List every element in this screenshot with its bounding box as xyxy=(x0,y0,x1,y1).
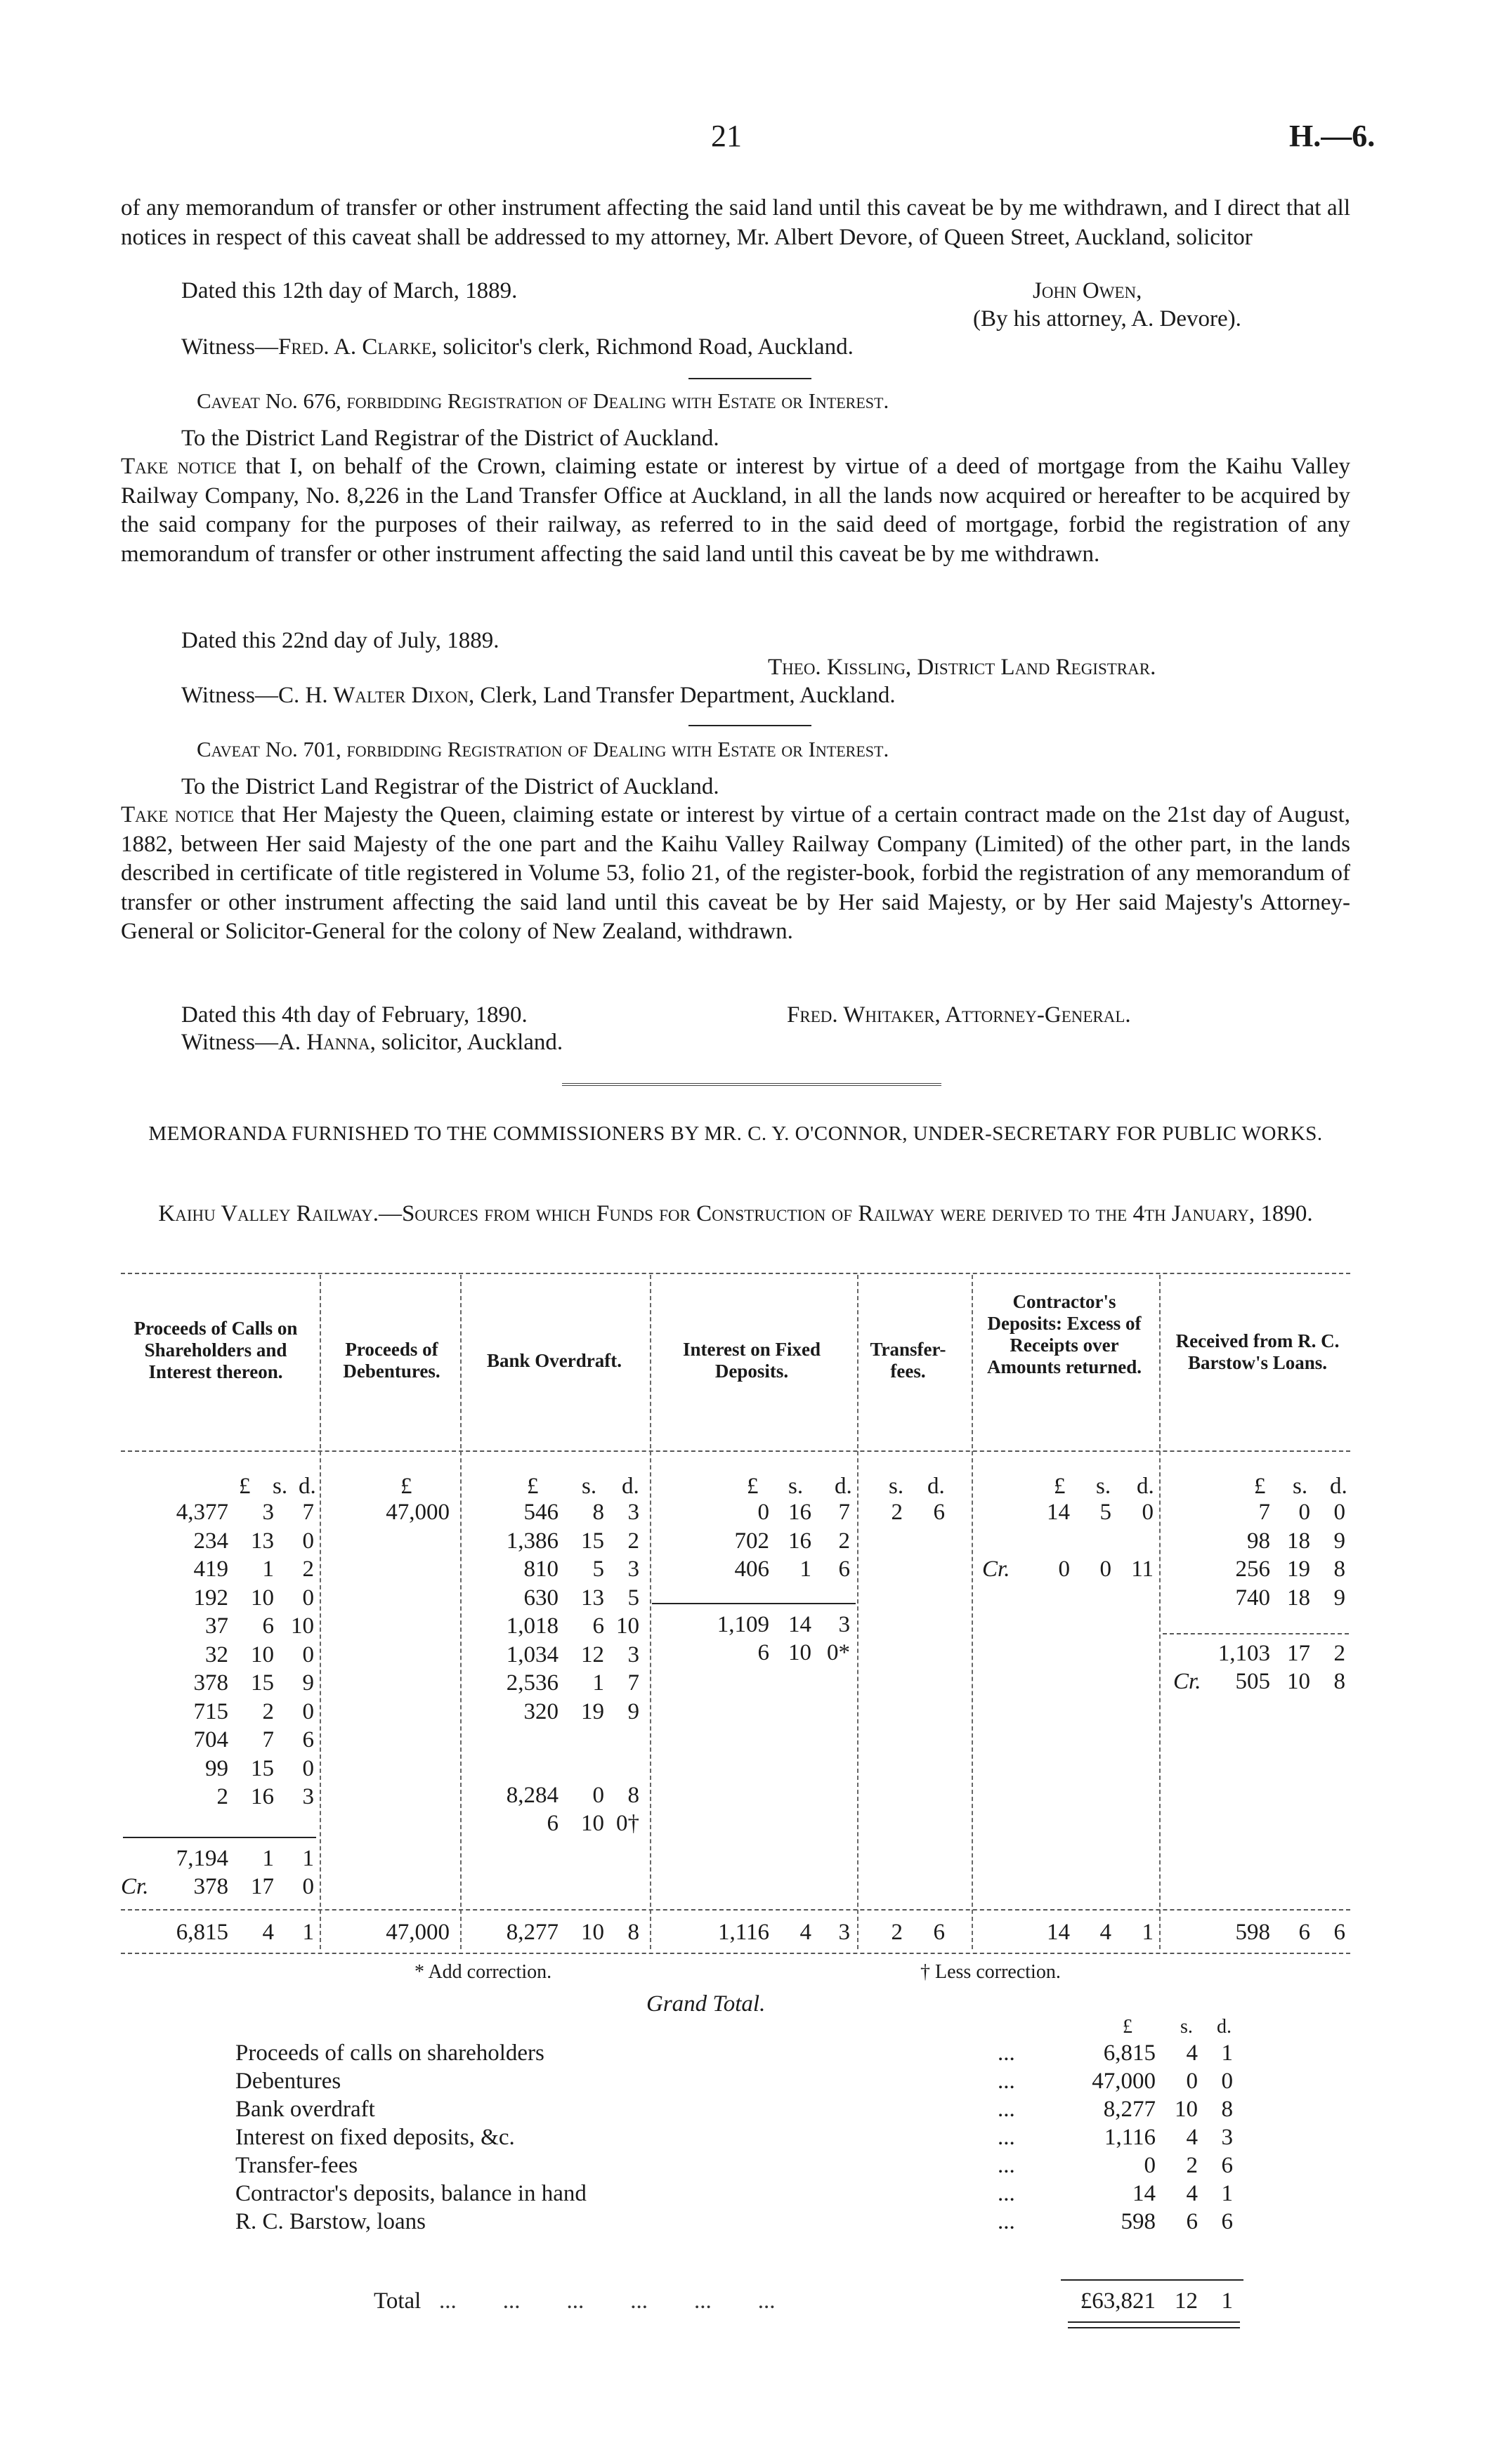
currency-header: s. xyxy=(273,1474,288,1499)
note-add-correction: * Add correction. xyxy=(414,1961,552,1983)
col7-row-pounds: 256 xyxy=(1235,1557,1270,1582)
gt-row-pounds: 6,815 xyxy=(1103,2040,1156,2066)
col-rule xyxy=(972,1275,973,1949)
col3-row-shillings: 5 xyxy=(592,1557,604,1582)
col6-credit-prefix: Cr. xyxy=(982,1557,1010,1582)
page-number: 21 xyxy=(711,119,742,153)
col4-subtotal-pence: 3 xyxy=(838,1612,850,1637)
currency-header: d. xyxy=(927,1474,945,1499)
col1-row-pence: 10 xyxy=(291,1613,314,1639)
col1-row-pence: 2 xyxy=(302,1557,314,1582)
gt-row-label: Bank overdraft xyxy=(235,2097,375,2122)
gt-row-label: Proceeds of calls on shareholders xyxy=(235,2040,544,2066)
gt-row-leader: ... xyxy=(998,2040,1015,2066)
col1-row-pence: 0 xyxy=(302,1641,314,1667)
col1-row-shillings: 10 xyxy=(251,1585,274,1611)
col3-row-pounds: 1,018 xyxy=(506,1613,559,1639)
total-col2: 47,000 xyxy=(386,1920,450,1945)
total-col4-pence: 3 xyxy=(838,1920,850,1945)
gt-row-label: Transfer-fees xyxy=(235,2153,358,2178)
col4-row-pence: 7 xyxy=(838,1500,850,1525)
col7-credit-pence: 8 xyxy=(1333,1669,1345,1694)
caveat-701-dated: Dated this 4th day of February, 1890. xyxy=(181,1002,528,1028)
caveat-prev-paragraph: of any memorandum of transfer or other instrument affecting the said land until this caveat be by me withdrawn, and I direct that all notices in respect of this caveat shall be addressed to my attorney, Mr. Albert Devore, of Queen Street, Auckland, solicitor xyxy=(121,195,1350,250)
col4-add-correction-shillings: 10 xyxy=(788,1640,811,1665)
col3-row-pence: 3 xyxy=(627,1641,639,1667)
gt-row-leader: ... xyxy=(998,2069,1015,2094)
gt-row-shillings: 4 xyxy=(1186,2040,1198,2066)
col1-row-pounds: 32 xyxy=(205,1641,228,1667)
gt-row-label: Debentures xyxy=(235,2069,341,2094)
col1-row-pence: 0 xyxy=(302,1528,314,1554)
col3-row-pence: 9 xyxy=(627,1698,639,1724)
caveat-701-signer: Fred. Whitaker, Attorney-General. xyxy=(787,1002,1131,1028)
col4-subtotal-pounds: 1,109 xyxy=(717,1612,769,1637)
col7-row-shillings: 0 xyxy=(1298,1500,1310,1525)
currency-header: £ xyxy=(527,1474,539,1499)
witness-prefix: Witness— xyxy=(181,334,278,360)
col4-row-pounds: 0 xyxy=(757,1500,769,1525)
col3-less-correction-pence: 0† xyxy=(616,1811,639,1836)
col7-credit-shillings: 10 xyxy=(1287,1669,1310,1694)
col3-row-shillings: 8 xyxy=(592,1500,604,1525)
header-col5: Transfer-fees. xyxy=(870,1339,946,1382)
take-notice: Take notice xyxy=(121,454,237,479)
gt-currency-header: £ xyxy=(1123,2016,1132,2038)
col7-subtotal-pounds: 1,103 xyxy=(1217,1641,1270,1666)
gt-row-label: R. C. Barstow, loans xyxy=(235,2209,426,2234)
gt-row-shillings: 4 xyxy=(1186,2181,1198,2206)
caveat-676-to: To the District Land Registrar of the District of Auckland. xyxy=(181,426,719,451)
pound-label: £ xyxy=(239,1474,251,1499)
col1-row-shillings: 3 xyxy=(262,1500,274,1525)
total-col3-shillings: 10 xyxy=(581,1920,604,1945)
caveat-prev-signer-note: (By his attorney, A. Devore). xyxy=(973,306,1241,332)
currency-header: £ xyxy=(400,1474,412,1499)
caveat-676-signer: Theo. Kissling, District Land Registrar. xyxy=(768,655,1156,680)
memoranda-heading: MEMORANDA FURNISHED TO THE COMMISSIONERS BY MR. C. Y. O'CONNOR, UNDER-SECRETARY FOR PUBLIC WORKS. xyxy=(148,1122,1323,1145)
caveat-prev-witness xyxy=(181,333,854,362)
col3-row-pence: 5 xyxy=(627,1585,639,1611)
gt-row-pounds: 8,277 xyxy=(1103,2097,1156,2122)
table-header-rule xyxy=(121,1450,1350,1452)
col1-credit-pounds: 378 xyxy=(193,1874,228,1899)
total-col6-pence: 1 xyxy=(1142,1920,1154,1945)
witness-rest: , solicitor, Auckland. xyxy=(370,1030,563,1055)
caveat-676-text: that I, on behalf of the Crown, claiming estate or interest by virtue of a deed of mortgage from the Kaihu Valley Railway Company, No. 8,226 in the Land Transfer Office at Auckland, in all the lands now acquired or hereafter to be acquired by the said company for the purposes of their railway, as referred to in the said deed of mortgage, forbid the registration of any memorandum of transfer or other instrument affecting the said land until this caveat be by me withdrawn. xyxy=(121,454,1350,567)
witness-name: A. Hanna xyxy=(278,1030,370,1055)
col1-credit-prefix: Cr. xyxy=(121,1874,149,1899)
currency-header: d. xyxy=(622,1474,639,1499)
total-col6-shillings: 4 xyxy=(1099,1920,1111,1945)
col-rule xyxy=(650,1275,651,1949)
col1-row-pounds: 419 xyxy=(193,1557,228,1582)
col3-row-pounds: 1,034 xyxy=(506,1641,559,1667)
gt-row-pence: 1 xyxy=(1221,2181,1233,2206)
col7-row-pounds: 98 xyxy=(1247,1528,1270,1554)
col7-row-pence: 0 xyxy=(1333,1500,1345,1525)
col3-row-pence: 2 xyxy=(627,1528,639,1554)
col1-subtotal-pence: 1 xyxy=(302,1846,314,1871)
total-col1-pounds: 6,815 xyxy=(176,1920,228,1945)
col4-row-shillings: 1 xyxy=(799,1557,811,1582)
memoranda-subheading: Kaihu Valley Railway.—Sources from which Funds for Construction of Railway were derived to the 4th January, 1890. xyxy=(158,1201,1313,1226)
gt-row-pounds: 1,116 xyxy=(1104,2125,1156,2150)
grand-total-shillings: 12 xyxy=(1175,2288,1198,2314)
gt-currency-header: d. xyxy=(1217,2016,1232,2038)
col1-row-pounds: 234 xyxy=(193,1528,228,1554)
total-col7-shillings: 6 xyxy=(1298,1920,1310,1945)
col3-less-correction-shillings: 10 xyxy=(581,1811,604,1836)
col1-row-pounds: 378 xyxy=(193,1670,228,1696)
col4-add-correction-pence: 0* xyxy=(827,1640,850,1665)
gt-row-label: Interest on fixed deposits, &c. xyxy=(235,2125,515,2150)
col3-row-pence: 7 xyxy=(627,1670,639,1696)
total-col7-pence: 6 xyxy=(1333,1920,1345,1945)
col1-row-shillings: 10 xyxy=(251,1641,274,1667)
caveat-676-dated: Dated this 22nd day of July, 1889. xyxy=(181,628,499,653)
grand-total-rule xyxy=(1061,2279,1243,2281)
take-notice: Take notice xyxy=(121,802,235,827)
col3-row-pounds: 810 xyxy=(523,1557,559,1582)
col1-row-pounds: 715 xyxy=(193,1698,228,1724)
col7-subtotal-shillings: 17 xyxy=(1287,1641,1310,1666)
col4-row-pence: 2 xyxy=(838,1528,850,1554)
total-col4-pounds: 1,116 xyxy=(717,1920,769,1945)
caveat-676-witness xyxy=(181,681,896,711)
col6-row-pounds: 14 xyxy=(1047,1500,1070,1525)
gt-row-leader: ... xyxy=(998,2209,1015,2234)
col1-row-pence: 7 xyxy=(302,1500,314,1525)
col3-subtotal-shillings: 0 xyxy=(592,1783,604,1808)
col3-row-pounds: 630 xyxy=(523,1585,559,1611)
col5-pence: 6 xyxy=(933,1500,945,1525)
col4-add-correction-pounds: 6 xyxy=(757,1640,769,1665)
currency-header: £ xyxy=(747,1474,759,1499)
table-total-rule-top xyxy=(121,1909,1350,1911)
col-rule xyxy=(320,1275,321,1949)
col1-subtotal-shillings: 1 xyxy=(262,1846,274,1871)
caveat-701-body xyxy=(121,801,1350,947)
total-col3-pounds: 8,277 xyxy=(506,1920,559,1945)
grand-total-pence: 1 xyxy=(1221,2288,1233,2314)
col1-credit-shillings: 17 xyxy=(251,1874,274,1899)
witness-name: Fred. A. Clarke xyxy=(278,334,432,360)
caveat-701-witness xyxy=(181,1028,563,1058)
col-rule xyxy=(857,1275,858,1949)
table-top-rule xyxy=(121,1273,1350,1274)
table-total-rule-bottom xyxy=(121,1953,1350,1954)
currency-header: £ xyxy=(1254,1474,1266,1499)
gt-row-pounds: 0 xyxy=(1144,2153,1156,2178)
col7-row-pounds: 740 xyxy=(1235,1585,1270,1611)
grand-total-leaders: ... ... ... ... ... ... xyxy=(439,2288,776,2314)
gt-row-shillings: 10 xyxy=(1175,2097,1198,2122)
gt-row-shillings: 6 xyxy=(1186,2209,1198,2234)
caveat-701-to: To the District Land Registrar of the District of Auckland. xyxy=(181,774,719,799)
grand-total-title: Grand Total. xyxy=(646,1991,766,2017)
gt-row-label: Contractor's deposits, balance in hand xyxy=(235,2181,587,2206)
col3-subtotal-pence: 8 xyxy=(627,1783,639,1808)
col3-row-pounds: 546 xyxy=(523,1500,559,1525)
col4-row-pounds: 702 xyxy=(734,1528,769,1554)
col7-row-shillings: 19 xyxy=(1287,1557,1310,1582)
col7-subtotal-pence: 2 xyxy=(1333,1641,1345,1666)
col1-row-pence: 9 xyxy=(302,1670,314,1696)
witness-rest: , solicitor's clerk, Richmond Road, Auckland. xyxy=(431,334,854,360)
gt-row-pence: 3 xyxy=(1221,2125,1233,2150)
col3-row-shillings: 15 xyxy=(581,1528,604,1554)
total-col1-shillings: 4 xyxy=(262,1920,274,1945)
currency-header xyxy=(239,1474,251,1500)
gt-row-pence: 6 xyxy=(1221,2153,1233,2178)
col6-credit-shillings: 0 xyxy=(1099,1557,1111,1582)
col1-row-pence: 3 xyxy=(302,1784,314,1809)
col1-row-shillings: 15 xyxy=(251,1755,274,1781)
currency-header: £ xyxy=(1054,1474,1066,1499)
col3-row-shillings: 19 xyxy=(581,1698,604,1724)
col1-row-shillings: 16 xyxy=(251,1784,274,1809)
col3-row-pence: 10 xyxy=(616,1613,639,1639)
col3-row-shillings: 6 xyxy=(592,1613,604,1639)
currency-header: s. xyxy=(1096,1474,1111,1499)
gt-row-pence: 8 xyxy=(1221,2097,1233,2122)
total-col7-pounds: 598 xyxy=(1235,1920,1270,1945)
col1-row-pounds: 192 xyxy=(193,1585,228,1611)
col7-row-pence: 9 xyxy=(1333,1528,1345,1554)
col6-credit-pounds: 0 xyxy=(1058,1557,1070,1582)
caveat-prev-signer: John Owen, xyxy=(1033,278,1142,303)
header-col7: Received from R. C. Barstow's Loans. xyxy=(1175,1330,1340,1373)
witness-name: C. H. Walter Dixon xyxy=(278,683,469,708)
gt-row-leader: ... xyxy=(998,2125,1015,2150)
total-col3-pence: 8 xyxy=(627,1920,639,1945)
gt-row-shillings: 2 xyxy=(1186,2153,1198,2178)
col3-row-pounds: 2,536 xyxy=(506,1670,559,1696)
caveat-676-title: Caveat No. 676, forbidding Registration of Dealing with Estate or Interest. xyxy=(197,388,889,413)
col2-value: 47,000 xyxy=(386,1500,450,1525)
col4-row-pounds: 406 xyxy=(734,1557,769,1582)
col3-row-pounds: 1,386 xyxy=(506,1528,559,1554)
col3-row-shillings: 13 xyxy=(581,1585,604,1611)
subtotal-rule xyxy=(652,1603,856,1604)
col7-credit-prefix: Cr. xyxy=(1173,1669,1201,1694)
currency-header: s. xyxy=(1293,1474,1308,1499)
gt-row-pounds: 598 xyxy=(1121,2209,1156,2234)
caveat-701-title: Caveat No. 701, forbidding Registration of Dealing with Estate or Interest. xyxy=(197,737,889,761)
currency-header: d. xyxy=(1330,1474,1347,1499)
col6-row-shillings: 5 xyxy=(1099,1500,1111,1525)
total-col6-pounds: 14 xyxy=(1047,1920,1070,1945)
gt-row-leader: ... xyxy=(998,2181,1015,2206)
witness-prefix: Witness— xyxy=(181,1030,278,1055)
currency-header: s. xyxy=(582,1474,597,1499)
subtotal-rule xyxy=(123,1837,316,1838)
witness-prefix: Witness— xyxy=(181,683,278,708)
col3-row-pence: 3 xyxy=(627,1557,639,1582)
col1-row-shillings: 2 xyxy=(262,1698,274,1724)
subtotal-rule xyxy=(1163,1633,1349,1634)
witness-rest: , Clerk, Land Transfer Department, Auckland. xyxy=(468,683,896,708)
grand-total-label xyxy=(374,2288,421,2314)
currency-header: d. xyxy=(835,1474,852,1499)
section-divider xyxy=(562,1083,941,1086)
gt-currency-header: s. xyxy=(1180,2016,1193,2038)
col3-row-pence: 3 xyxy=(627,1500,639,1525)
gt-row-pounds: 14 xyxy=(1132,2181,1156,2206)
col1-row-shillings: 1 xyxy=(262,1557,274,1582)
gt-row-leader: ... xyxy=(998,2097,1015,2122)
col4-subtotal-shillings: 14 xyxy=(788,1612,811,1637)
divider xyxy=(688,725,811,726)
currency-header: d. xyxy=(1137,1474,1154,1499)
header-col1: Proceeds of Calls on Shareholders and Interest thereon. xyxy=(133,1318,298,1382)
col1-row-shillings: 7 xyxy=(262,1727,274,1752)
col7-row-pounds: 7 xyxy=(1258,1500,1270,1525)
col1-subtotal-pounds: 7,194 xyxy=(176,1846,228,1871)
col6-row-pence: 0 xyxy=(1142,1500,1154,1525)
gt-row-leader: ... xyxy=(998,2153,1015,2178)
col1-row-pence: 6 xyxy=(302,1727,314,1752)
col3-row-pounds: 320 xyxy=(523,1698,559,1724)
caveat-prev-dated: Dated this 12th day of March, 1889. xyxy=(181,278,518,303)
col1-row-shillings: 15 xyxy=(251,1670,274,1696)
col1-row-pence: 0 xyxy=(302,1755,314,1781)
col7-row-pence: 9 xyxy=(1333,1585,1345,1611)
note-less-correction: † Less correction. xyxy=(920,1961,1061,1983)
grand-total-pounds: £63,821 xyxy=(1080,2288,1156,2314)
gt-row-pence: 6 xyxy=(1221,2209,1233,2234)
document-reference: H.—6. xyxy=(1289,119,1376,153)
total-col1-pence: 1 xyxy=(302,1920,314,1945)
caveat-676-body xyxy=(121,452,1350,569)
total-label: Total xyxy=(374,2288,422,2314)
gt-row-shillings: 0 xyxy=(1186,2069,1198,2094)
col4-row-pence: 6 xyxy=(838,1557,850,1582)
col3-row-shillings: 12 xyxy=(581,1641,604,1667)
total-col5-shillings: 2 xyxy=(891,1920,903,1945)
gt-row-pence: 1 xyxy=(1221,2040,1233,2066)
header-col6: Contractor's Deposits: Excess of Receipts over Amounts returned. xyxy=(986,1291,1142,1377)
header-col3: Bank Overdraft. xyxy=(487,1350,622,1371)
col1-row-pounds: 2 xyxy=(216,1784,228,1809)
col1-row-pounds: 4,377 xyxy=(176,1500,228,1525)
col1-row-shillings: 6 xyxy=(262,1613,274,1639)
col1-row-pence: 0 xyxy=(302,1698,314,1724)
col6-credit-pence: 11 xyxy=(1131,1557,1154,1582)
header-col4: Interest on Fixed Deposits. xyxy=(683,1339,821,1382)
col7-credit-pounds: 505 xyxy=(1235,1669,1270,1694)
col1-row-pounds: 704 xyxy=(193,1727,228,1752)
col1-row-pence: 0 xyxy=(302,1585,314,1611)
gt-row-pounds: 47,000 xyxy=(1092,2069,1156,2094)
header-col2: Proceeds of Debentures. xyxy=(343,1339,440,1382)
gt-row-pence: 0 xyxy=(1221,2069,1233,2094)
currency-header: s. xyxy=(889,1474,904,1499)
col3-less-correction-pounds: 6 xyxy=(547,1811,559,1836)
grand-total-double-rule xyxy=(1068,2321,1240,2328)
col5-shillings: 2 xyxy=(891,1500,903,1525)
total-col5-pence: 6 xyxy=(933,1920,945,1945)
col4-row-shillings: 16 xyxy=(788,1500,811,1525)
col7-row-shillings: 18 xyxy=(1287,1528,1310,1554)
col7-row-shillings: 18 xyxy=(1287,1585,1310,1611)
gt-row-shillings: 4 xyxy=(1186,2125,1198,2150)
col3-subtotal-pounds: 8,284 xyxy=(506,1783,559,1808)
divider xyxy=(688,378,811,379)
col7-row-pence: 8 xyxy=(1333,1557,1345,1582)
col1-row-shillings: 13 xyxy=(251,1528,274,1554)
col1-row-pounds: 99 xyxy=(205,1755,228,1781)
col3-row-shillings: 1 xyxy=(592,1670,604,1696)
total-col4-shillings: 4 xyxy=(799,1920,811,1945)
currency-header: s. xyxy=(788,1474,804,1499)
col1-row-pounds: 37 xyxy=(205,1613,228,1639)
col1-credit-pence: 0 xyxy=(302,1874,314,1899)
caveat-701-text: that Her Majesty the Queen, claiming estate or interest by virtue of a certain contract made on the 21st day of August, 1882, between Her said Majesty of the one part and the Kaihu Valley Railway Company (Limited) of the other part, in the lands described in certificate of title registered in Volume 53, folio 21, of the register-book, forbid the registration of any memorandum of transfer or other instrument affecting the said land until this caveat be by Her said Majesty, or by Her said Majesty's Attorney-General or Solicitor-General for the colony of New Zealand, withdrawn. xyxy=(121,802,1350,944)
col-rule xyxy=(460,1275,462,1949)
currency-header: d. xyxy=(299,1474,316,1499)
col-rule xyxy=(1159,1275,1161,1949)
col4-row-shillings: 16 xyxy=(788,1528,811,1554)
